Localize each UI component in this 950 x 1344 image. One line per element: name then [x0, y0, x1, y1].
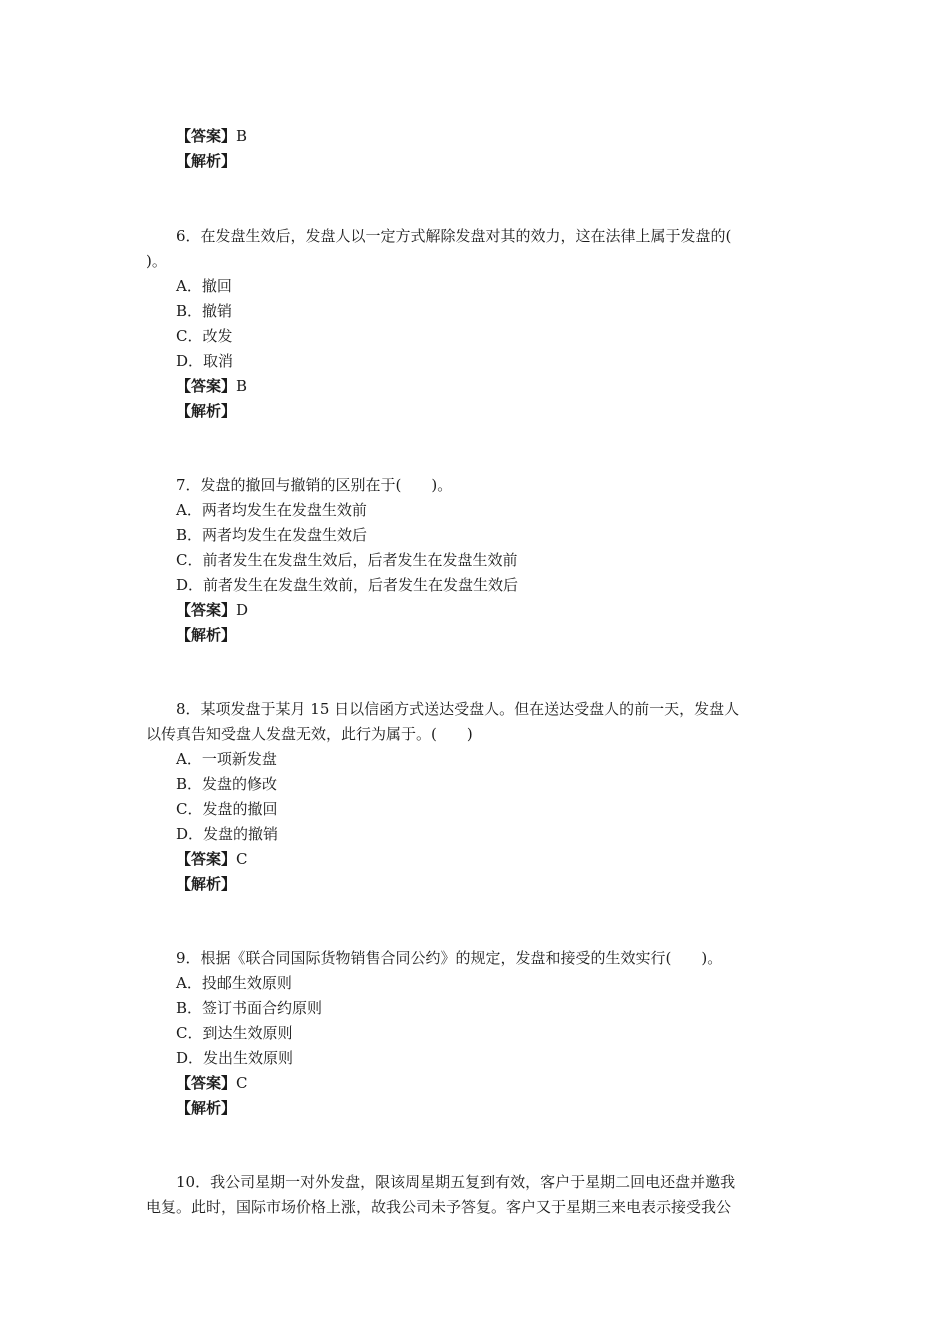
- answer-tag: 【答案】: [176, 1074, 237, 1092]
- answer-tag: 【答案】: [176, 377, 237, 395]
- q9-option-d: D．发出生效原则: [176, 1049, 294, 1067]
- q8-answer-line: [176, 849, 248, 869]
- answer-value: B: [236, 127, 248, 145]
- q6-option-c: C．改发: [176, 327, 233, 345]
- answer-value: B: [236, 377, 248, 395]
- q9-option-c: C．到达生效原则: [176, 1024, 293, 1042]
- answer-tag: 【答案】: [176, 850, 237, 868]
- q7-stem-line-1: 7．发盘的撤回与撤销的区别在于( )。: [176, 476, 453, 494]
- q6-stem-line-1: 6．在发盘生效后，发盘人以一定方式解除发盘对其的效力，这在法律上属于发盘的(: [176, 227, 732, 245]
- q7-analysis-tag: 【解析】: [176, 626, 237, 644]
- q8-analysis-tag: 【解析】: [176, 875, 237, 893]
- prev-analysis-tag: 【解析】: [176, 152, 237, 170]
- q8-stem-line-2: 以传真告知受盘人发盘无效，此行为属于。( ): [146, 725, 473, 743]
- q6-option-a: A．撤回: [176, 277, 232, 295]
- q8-option-b: B．发盘的修改: [176, 775, 278, 793]
- q6-option-d: D．取消: [176, 352, 234, 370]
- q8-option-c: C．发盘的撤回: [176, 800, 278, 818]
- q7-answer-line: [176, 600, 248, 620]
- answer-value: C: [236, 1074, 248, 1092]
- q9-option-b: B．签订书面合约原则: [176, 999, 323, 1017]
- q7-option-a: A．两者均发生在发盘生效前: [176, 501, 367, 519]
- q9-stem-line-1: 9．根据《联合同国际货物销售合同公约》的规定，发盘和接受的生效实行( )。: [176, 949, 723, 967]
- q9-option-a: A．投邮生效原则: [176, 974, 292, 992]
- q10-stem-line-1: 10．我公司星期一对外发盘，限该周星期五复到有效，客户于星期二回电还盘并邀我: [176, 1173, 736, 1191]
- q6-analysis-tag: 【解析】: [176, 402, 237, 420]
- q6-answer-line: [176, 376, 247, 396]
- q9-analysis-tag: 【解析】: [176, 1099, 237, 1117]
- q7-option-b: B．两者均发生在发盘生效后: [176, 526, 368, 544]
- q8-stem-line-1: 8．某项发盘于某月 15 日以信函方式送达受盘人。但在送达受盘人的前一天，发盘人: [176, 700, 740, 718]
- q8-option-d: D．发盘的撤销: [176, 825, 279, 843]
- q7-option-c: C．前者发生在发盘生效后，后者发生在发盘生效前: [176, 551, 518, 569]
- answer-tag: 【答案】: [176, 127, 237, 145]
- q10-stem-line-2: 电复。此时，国际市场价格上涨，故我公司未予答复。客户又于星期三来电表示接受我公: [146, 1198, 732, 1216]
- answer-tag: 【答案】: [176, 601, 237, 619]
- q7-option-d: D．前者发生在发盘生效前，后者发生在发盘生效后: [176, 576, 519, 594]
- answer-value: D: [236, 601, 249, 619]
- q9-answer-line: [176, 1073, 248, 1093]
- q6-option-b: B．撤销: [176, 302, 233, 320]
- q8-option-a: A．一项新发盘: [176, 750, 277, 768]
- q6-stem-line-2: )。: [146, 252, 167, 270]
- prev-answer-line: [176, 126, 247, 146]
- answer-value: C: [236, 850, 248, 868]
